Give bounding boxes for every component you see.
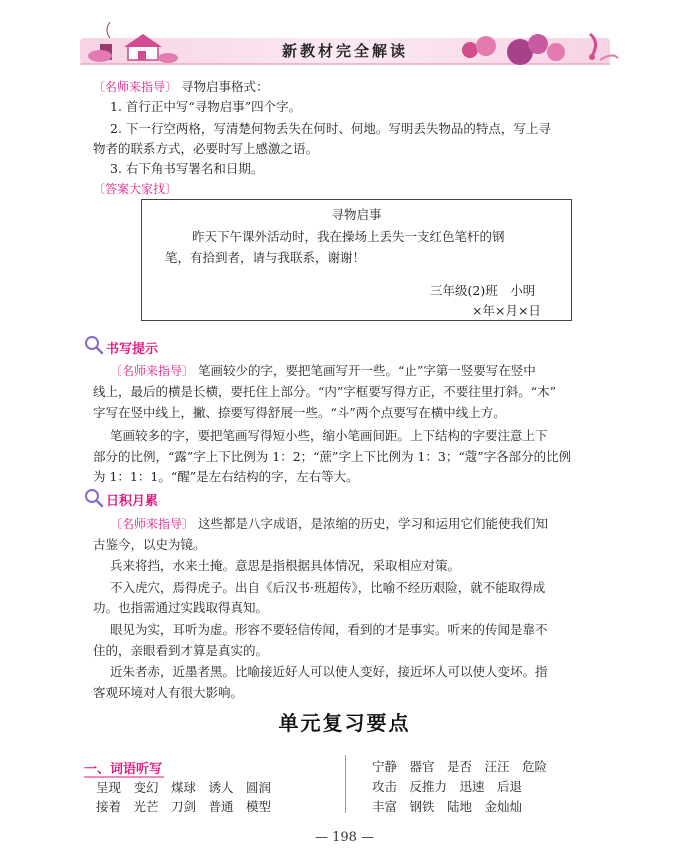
- guide-item-2: 2. 下一行空两格，写清楚何物丢失在何时、何地。写明丢失物品的特点，写上寻: [110, 121, 551, 136]
- writing-p1-line2: 线上，最后的横是长横，要托住上部分。“内”字框要写得方正，不要往里打斜。“木”: [93, 384, 557, 399]
- guide-item-3: 3. 右下角书写署名和日期。: [110, 161, 264, 176]
- teacher-guide-tag: 〔名师来指导〕: [110, 364, 195, 378]
- idiom-2-line1: 不入虎穴，焉得虎子。出自《后汉书·班超传》，比喻不经历艰险，就不能取得成: [110, 580, 546, 595]
- daily-accumulation-heading: 日积月累: [106, 494, 159, 509]
- writing-p1-line1: [110, 361, 536, 381]
- guide-item-1: 1. 首行正中写“寻物启事”四个字。: [110, 99, 302, 114]
- page-number: — 198 —: [314, 830, 375, 845]
- idiom-3-line1: 眼见为实，耳听为虚。形容不要轻信传闻，看到的才是事实。听来的传闻是靠不: [110, 622, 548, 637]
- guide-intro-text: 寻物启事格式：: [181, 79, 269, 94]
- dictation-section-heading: 一、词语听写: [84, 762, 163, 777]
- writing-p1-text: 笔画较少的字，要把笔画写开一些。“止”字第一竖要写在竖中: [198, 363, 536, 378]
- column-divider: [345, 755, 346, 813]
- notice-body-line1: 昨天下午课外活动时，我在操场上丢失一支红色笔杆的钢: [192, 229, 505, 244]
- vocab-left-row2: 接着 光芒 刀剑 普通 模型: [96, 799, 272, 814]
- vocab-left-row1: 呈现 变幻 煤球 诱人 圆润: [96, 780, 272, 795]
- teacher-guide-tag: 〔名师来指导〕: [110, 517, 195, 531]
- idiom-3-line2: 住的，亲眼看到才算是真实的。: [93, 643, 269, 658]
- guide-intro-line: [93, 77, 269, 97]
- idiom-4-line1: 近朱者赤，近墨者黑。比喻接近好人可以使人变好，接近坏人可以使人变坏。指: [110, 664, 548, 679]
- answer-tag: 〔答案大家找〕: [93, 182, 178, 196]
- notice-date: ×年×月×日: [472, 303, 541, 318]
- vocab-right-row1: 宁静 器官 是否 汪汪 危险: [372, 759, 548, 774]
- vocab-right-row3: 丰富 钢铁 陆地 金灿灿: [372, 799, 523, 814]
- idiom-2-line2: 功。也指需通过实践取得真知。: [93, 600, 269, 615]
- notice-body-line2: 笔，有拾到者，请与我联系，谢谢！: [165, 250, 366, 265]
- writing-p2-line2: 部分的比例，“露”字上下比例为 1：2；“蔗”字上下比例为 1：3；“蔻”字各部分的比例: [93, 449, 572, 464]
- book-title: 新教材完全解读: [281, 42, 408, 60]
- idioms-p1-line2: 古鉴今，以史为镜。: [93, 537, 206, 552]
- magnifier-icon: [84, 488, 104, 508]
- teacher-guide-tag: 〔名师来指导〕: [93, 80, 178, 94]
- unit-review-title: 单元复习要点: [278, 711, 411, 735]
- idioms-p1-text: 这些都是八字成语，是浓缩的历史，学习和运用它们能使我们知: [198, 516, 549, 531]
- magnifier-icon: [84, 335, 104, 355]
- idiom-4-line2: 客观环境对人有很大影响。: [93, 685, 244, 700]
- writing-p1-line3: 字写在竖中线上，撇、捺要写得舒展一些。“斗”两个点要写在横中线上方。: [93, 405, 506, 420]
- vocab-right-row2: 攻击 反推力 迅速 后退: [372, 779, 523, 794]
- writing-p2-line1: 笔画较多的字，要把笔画写得短小些，缩小笔画间距。上下结构的字要注意上下: [110, 428, 548, 443]
- guide-item-2-cont: 物者的联系方式，必要时写上感激之语。: [93, 141, 319, 156]
- notice-title: 寻物启事: [331, 207, 382, 222]
- writing-tips-heading: 书写提示: [106, 342, 159, 357]
- idioms-p1-line1: [110, 514, 548, 534]
- writing-p2-line3: 为 1：1：1。“醒”是左右结构的字，左右等大。: [93, 469, 359, 484]
- notice-signature: 三年级(2)班 小明: [430, 283, 536, 298]
- header-banner: [0, 0, 689, 78]
- idiom-1: 兵来将挡，水来土掩。意思是指根据具体情况，采取相应对策。: [110, 558, 461, 573]
